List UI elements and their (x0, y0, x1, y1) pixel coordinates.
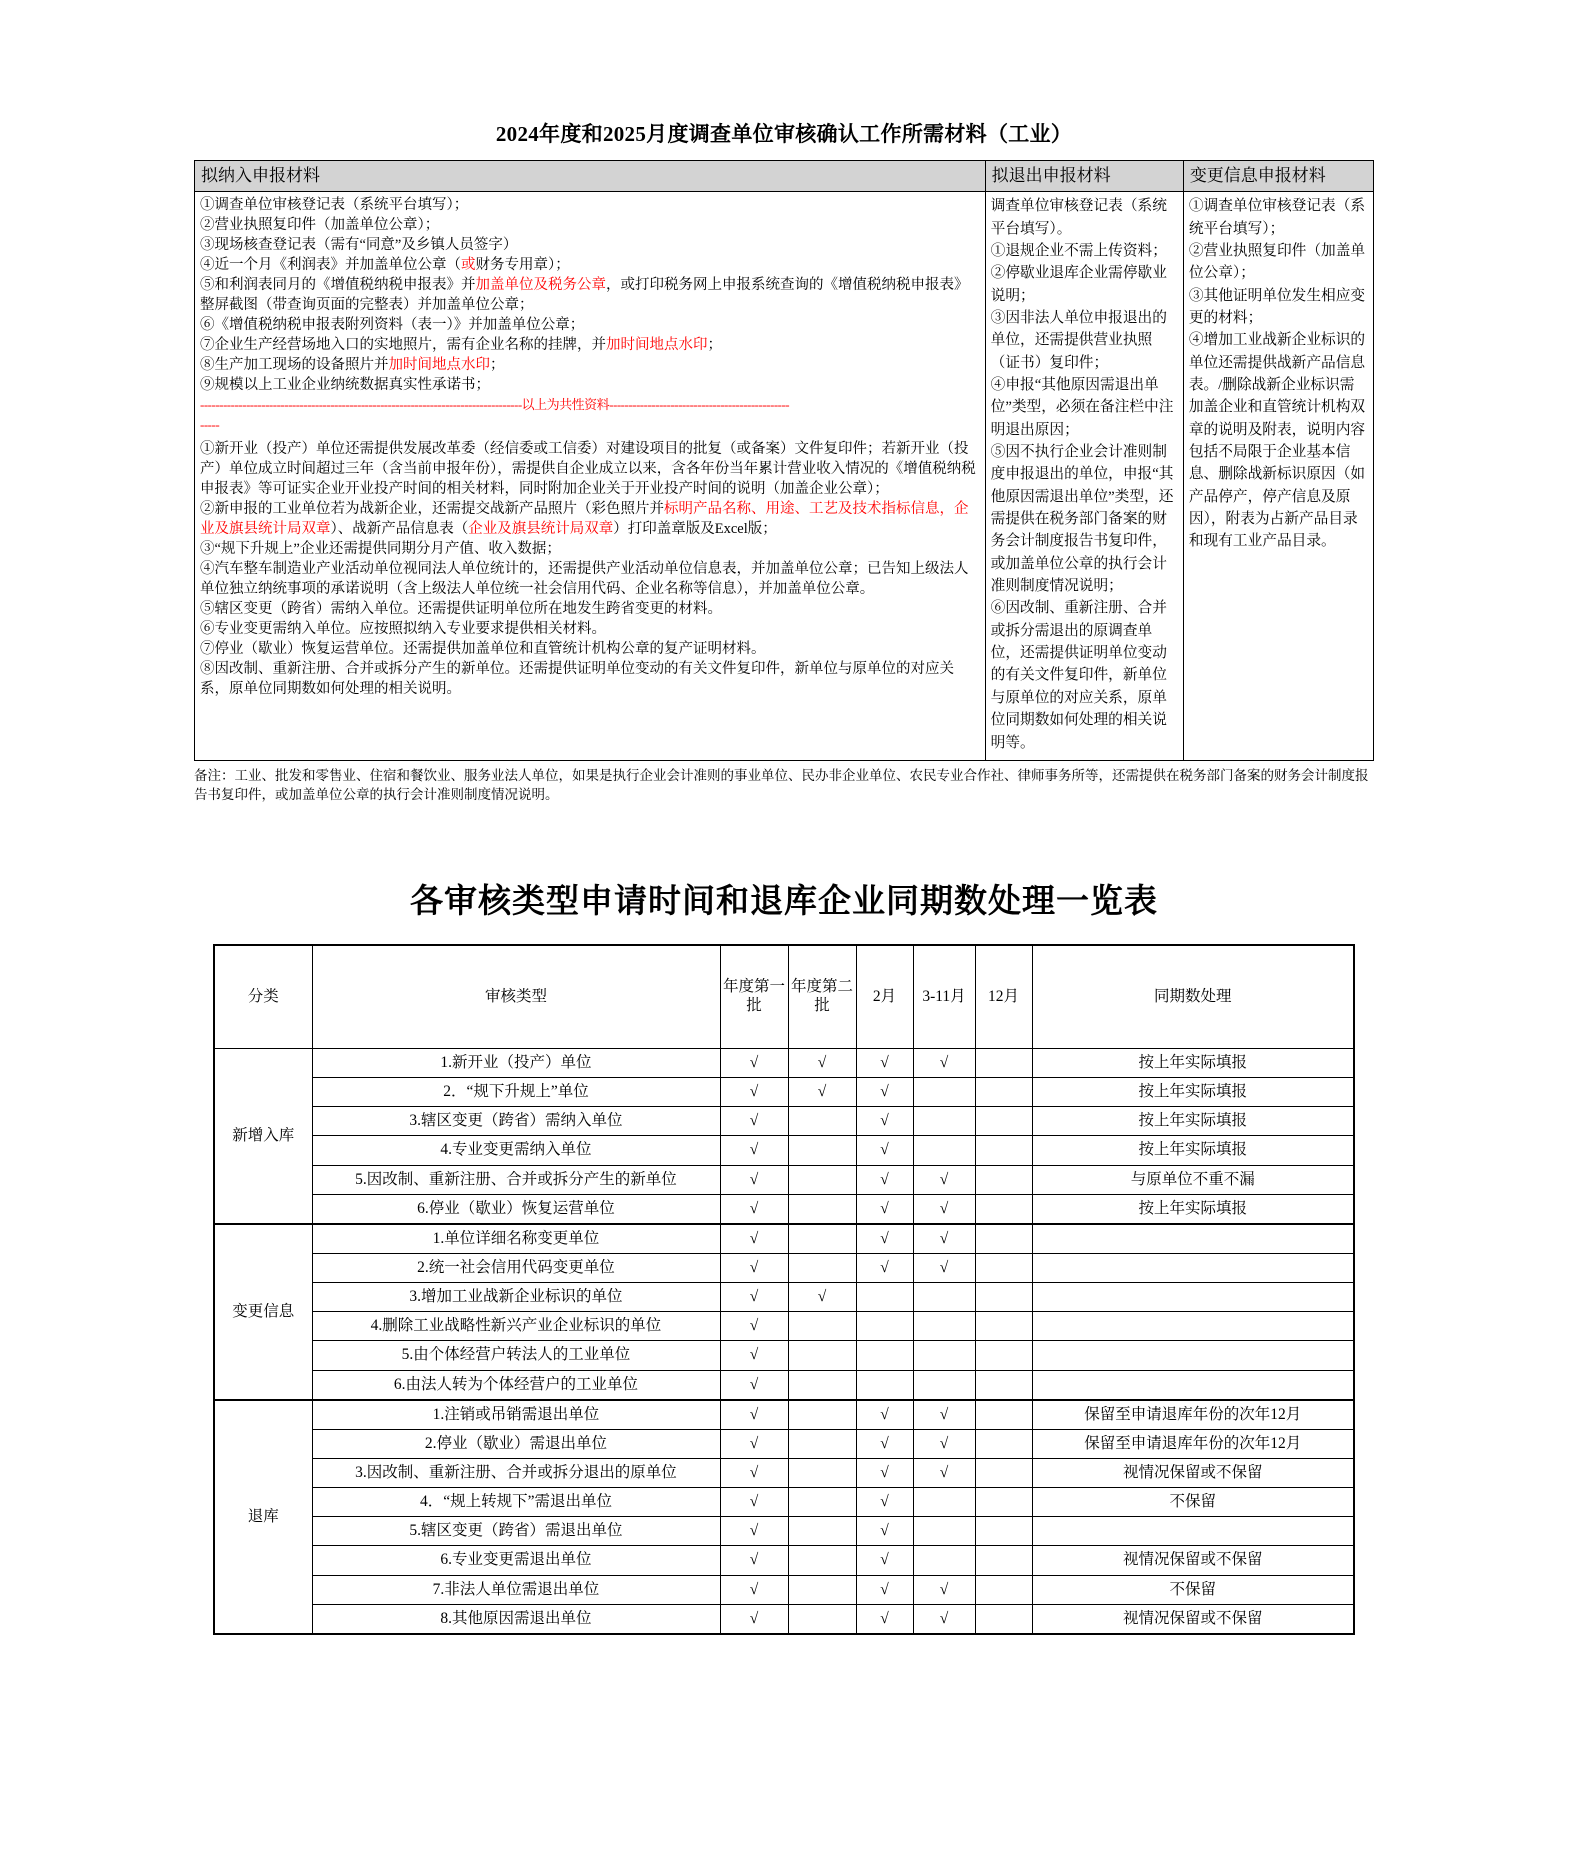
schedule-audit-type-cell: 4.删除工业战略性新兴产业企业标识的单位 (312, 1312, 720, 1341)
schedule-batch1-cell: √ (720, 1078, 788, 1107)
schedule-batch1-cell: √ (720, 1165, 788, 1194)
exit-item-6: ⑥因改制、重新注册、合并或拆分需退出的原调查单位，还需提供证明单位变动的有关文件复印件，新单位与原单位的对应关系，原单位同期数如何处理的相关说明等。 (990, 600, 1167, 751)
schedule-month-12-cell (975, 1370, 1032, 1400)
schedule-month-3-11-cell: √ (913, 1253, 975, 1282)
schedule-batch2-cell (788, 1370, 856, 1400)
schedule-audit-type-cell: 3.辖区变更（跨省）需纳入单位 (312, 1107, 720, 1136)
schedule-batch1-cell: √ (720, 1517, 788, 1546)
schedule-month-2-cell: √ (856, 1429, 913, 1458)
schedule-month-2-cell: √ (856, 1400, 913, 1430)
schedule-row (214, 1488, 1354, 1517)
schedule-month-3-11-cell (913, 1546, 975, 1575)
schedule-same-period-cell: 按上年实际填报 (1032, 1107, 1354, 1136)
schedule-batch2-cell (788, 1224, 856, 1254)
schedule-month-3-11-cell: √ (913, 1049, 975, 1078)
intake-item-4-highlight: 或 (461, 257, 476, 274)
schedule-audit-type-cell: 7.非法人单位需退出单位 (312, 1575, 720, 1604)
schedule-audit-type-cell: 6.专业变更需退出单位 (312, 1546, 720, 1575)
schedule-month-3-11-cell: √ (913, 1165, 975, 1194)
schedule-month-12-cell (975, 1107, 1032, 1136)
exit-item-5: ⑤因不执行企业会计准则制度申报退出的单位，申报“其他原因需退出单位”类型，还需提供在税务部门备案的财务会计制度报告书复印件，或加盖单位公章的执行会计准则制度情况说明； (990, 444, 1174, 595)
schedule-month-12-cell (975, 1312, 1032, 1341)
schedule-same-period-cell (1032, 1370, 1354, 1400)
change-item-3: ④增加工业战新企业标识的单位还需提供战新产品信息表。/删除战新企业标识需加盖企业和直管统计机构双章的说明及附表，说明内容包括不局限于企业基本信息、删除战新标识原因（如产品停产，停产信息及原因），附表为占新产品目录和现有工业产品目录。 (1188, 332, 1366, 550)
materials-footnote (194, 766, 1374, 805)
schedule-batch1-cell: √ (720, 1224, 788, 1254)
schedule-batch2-cell: √ (788, 1283, 856, 1312)
schedule-month-2-cell: √ (856, 1458, 913, 1487)
materials-table (194, 160, 1374, 761)
schedule-month-12-cell (975, 1575, 1032, 1604)
schedule-same-period-cell: 视情况保留或不保留 (1032, 1546, 1354, 1575)
schedule-month-3-11-cell: √ (913, 1224, 975, 1254)
schedule-month-3-11-cell: √ (913, 1194, 975, 1224)
schedule-month-3-11-cell (913, 1488, 975, 1517)
schedule-row (214, 1546, 1354, 1575)
schedule-batch2-cell (788, 1194, 856, 1224)
schedule-month-12-cell (975, 1165, 1032, 1194)
schedule-batch2-cell: √ (788, 1049, 856, 1078)
schedule-month-12-cell (975, 1078, 1032, 1107)
intake-item-6: ⑥《增值税纳税申报表附列资料（表一）》并加盖单位公章； (200, 317, 585, 334)
schedule-audit-type-cell: 4.专业变更需纳入单位 (312, 1136, 720, 1165)
intake-item-5-pre: ⑤和利润表同月的《增值税纳税申报表》并 (200, 277, 476, 294)
schedule-same-period-cell: 按上年实际填报 (1032, 1136, 1354, 1165)
materials-table-body-row (195, 192, 1374, 761)
schedule-batch2-cell (788, 1400, 856, 1430)
schedule-batch1-cell: √ (720, 1136, 788, 1165)
schedule-month-3-11-cell (913, 1107, 975, 1136)
schedule-audit-type-cell: 8.其他原因需退出单位 (312, 1604, 720, 1634)
schedule-batch2-cell (788, 1429, 856, 1458)
schedule-month-2-cell (856, 1283, 913, 1312)
schedule-batch2-cell (788, 1165, 856, 1194)
intake-item-8-highlight: 加时间地点水印 (388, 357, 490, 374)
schedule-month-12-cell (975, 1136, 1032, 1165)
schedule-row (214, 1253, 1354, 1282)
schedule-same-period-cell (1032, 1517, 1354, 1546)
schedule-audit-type-cell: 5.由个体经营户转法人的工业单位 (312, 1341, 720, 1370)
header-cell-exit: 拟退出申报材料 (985, 161, 1183, 192)
intake-specific-5: ⑤辖区变更（跨省）需纳入单位。还需提供证明单位所在地发生跨省变更的材料。 (200, 601, 722, 618)
schedule-batch1-cell: √ (720, 1575, 788, 1604)
intake-specific-2 (200, 499, 980, 539)
exit-item-2: ②停歇业退库企业需停歇业说明； (990, 265, 1167, 304)
schedule-category-cell: 变更信息 (214, 1224, 312, 1400)
schedule-row (214, 1165, 1354, 1194)
intake-item-8-pre: ⑧生产加工现场的设备照片并 (200, 357, 389, 374)
intake-item-7-highlight: 加时间地点水印 (606, 337, 708, 354)
schedule-batch1-cell: √ (720, 1107, 788, 1136)
intake-item-8-post: ； (490, 357, 505, 374)
schedule-month-2-cell: √ (856, 1107, 913, 1136)
schedule-month-12-cell (975, 1429, 1032, 1458)
intake-specific-1: ①新开业（投产）单位还需提供发展改革委（经信委或工信委）对建设项目的批复（或备案）文件复印件；若新开业（投产）单位成立时间超过三年（含当前申报年份），需提供自企业成立以来，含各年份当年累计营业收入情况的《增值税纳税申报表》等可证实企业开业投产时间的相关材料，同时附加企业关于开业投产时间的说明（加盖企业公章）； (200, 441, 976, 498)
schedule-category-cell: 新增入库 (214, 1049, 312, 1224)
separator-dashes-tail: ----- (200, 417, 220, 433)
intake-specific-2-highlight-2: 企业及旗县统计局双章 (468, 521, 614, 538)
schedule-audit-type-cell: 2.停业（歇业）需退出单位 (312, 1429, 720, 1458)
schedule-audit-type-cell: 6.由法人转为个体经营户的工业单位 (312, 1370, 720, 1400)
schedule-same-period-cell: 视情况保留或不保留 (1032, 1458, 1354, 1487)
schedule-same-period-cell (1032, 1224, 1354, 1254)
schedule-audit-type-cell: 6.停业（歇业）恢复运营单位 (312, 1194, 720, 1224)
schedule-month-3-11-cell (913, 1517, 975, 1546)
schedule-batch1-cell: √ (720, 1429, 788, 1458)
schedule-month-2-cell: √ (856, 1546, 913, 1575)
schedule-month-12-cell (975, 1194, 1032, 1224)
schedule-same-period-cell: 按上年实际填报 (1032, 1078, 1354, 1107)
materials-section (194, 118, 1374, 805)
intake-specific-2-post: ）打印盖章版及Excel版； (613, 521, 777, 538)
schedule-same-period-cell: 保留至申请退库年份的次年12月 (1032, 1400, 1354, 1430)
intake-materials-cell (195, 192, 986, 761)
intake-item-4 (200, 255, 980, 275)
schedule-audit-type-cell: 1.单位详细名称变更单位 (312, 1224, 720, 1254)
schedule-batch2-cell (788, 1312, 856, 1341)
schedule-same-period-cell (1032, 1341, 1354, 1370)
schedule-row (214, 1575, 1354, 1604)
schedule-month-2-cell: √ (856, 1194, 913, 1224)
schedule-batch2-cell (788, 1136, 856, 1165)
schedule-month-2-cell: √ (856, 1224, 913, 1254)
schedule-batch1-cell: √ (720, 1370, 788, 1400)
schedule-batch2-cell (788, 1341, 856, 1370)
schedule-row (214, 1429, 1354, 1458)
schedule-batch2-cell (788, 1575, 856, 1604)
schedule-month-2-cell: √ (856, 1165, 913, 1194)
schedule-batch1-cell: √ (720, 1194, 788, 1224)
schedule-month-2-cell: √ (856, 1488, 913, 1517)
materials-table-header-row (195, 161, 1374, 192)
schedule-month-12-cell (975, 1253, 1032, 1282)
schedule-header-month-12: 12月 (975, 945, 1032, 1049)
schedule-row (214, 1517, 1354, 1546)
schedule-batch2-cell (788, 1517, 856, 1546)
schedule-same-period-cell: 保留至申请退库年份的次年12月 (1032, 1429, 1354, 1458)
separator-dashes-left: ------------------------------------------------------------------------------------ (200, 397, 522, 413)
schedule-month-2-cell: √ (856, 1049, 913, 1078)
schedule-batch2-cell (788, 1546, 856, 1575)
schedule-batch2-cell (788, 1458, 856, 1487)
schedule-audit-type-cell: 5.因改制、重新注册、合并或拆分产生的新单位 (312, 1165, 720, 1194)
schedule-month-3-11-cell: √ (913, 1458, 975, 1487)
intake-specific-2-mid: ）、战新产品信息表（ (330, 521, 469, 538)
schedule-audit-type-cell: 5.辖区变更（跨省）需退出单位 (312, 1517, 720, 1546)
schedule-month-2-cell (856, 1370, 913, 1400)
schedule-table (213, 944, 1355, 1635)
schedule-batch1-cell: √ (720, 1604, 788, 1634)
schedule-batch1-cell: √ (720, 1458, 788, 1487)
exit-materials-cell (985, 192, 1183, 761)
intake-specific-2-highlight-1: 标明产品名称、用途、工艺及技术指标信息，企业及旗县统计局双章 (200, 501, 969, 538)
schedule-month-12-cell (975, 1049, 1032, 1078)
schedule-month-3-11-cell (913, 1283, 975, 1312)
schedule-header-row (214, 945, 1354, 1049)
change-item-1: ②营业执照复印件（加盖单位公章）； (1188, 242, 1366, 282)
intake-item-1: ①调查单位审核登记表（系统平台填写）； (200, 197, 469, 214)
schedule-month-3-11-cell (913, 1312, 975, 1341)
schedule-month-12-cell (975, 1488, 1032, 1517)
schedule-same-period-cell: 按上年实际填报 (1032, 1194, 1354, 1224)
change-item-2: ③其他证明单位发生相应变更的材料； (1188, 287, 1366, 326)
schedule-month-3-11-cell (913, 1078, 975, 1107)
intake-item-7-pre: ⑦企业生产经营场地入口的实地照片，需有企业名称的挂牌，并 (200, 337, 606, 354)
schedule-same-period-cell (1032, 1283, 1354, 1312)
schedule-month-3-11-cell: √ (913, 1429, 975, 1458)
schedule-month-3-11-cell: √ (913, 1575, 975, 1604)
schedule-category-cell: 退库 (214, 1400, 312, 1634)
schedule-same-period-cell (1032, 1312, 1354, 1341)
schedule-batch1-cell: √ (720, 1283, 788, 1312)
schedule-row (214, 1604, 1354, 1634)
schedule-batch1-cell: √ (720, 1546, 788, 1575)
schedule-row (214, 1312, 1354, 1341)
schedule-row (214, 1458, 1354, 1487)
schedule-header-batch2: 年度第二批 (788, 945, 856, 1049)
schedule-batch1-cell: √ (720, 1341, 788, 1370)
common-materials-separator (200, 397, 980, 414)
schedule-batch2-cell (788, 1107, 856, 1136)
schedule-month-12-cell (975, 1400, 1032, 1430)
schedule-batch1-cell: √ (720, 1253, 788, 1282)
schedule-row (214, 1078, 1354, 1107)
schedule-row (214, 1283, 1354, 1312)
schedule-batch2-cell (788, 1488, 856, 1517)
schedule-header-same-period: 同期数处理 (1032, 945, 1354, 1049)
exit-item-3: ③因非法人单位申报退出的单位，还需提供营业执照（证书）复印件； (990, 309, 1167, 371)
intake-specific-4: ④汽车整车制造业产业活动单位视同法人单位统计的，还需提供产业活动单位信息表，并加盖单位公章；已告知上级法人单位独立纳统事项的承诺说明（含上级法人单位统一社会信用代码、企业名称等信息），并加盖单位公章。 (200, 561, 969, 598)
schedule-header-month-2: 2月 (856, 945, 913, 1049)
intake-specific-7: ⑦停业（歇业）恢复运营单位。还需提供加盖单位和直管统计机构公章的复产证明材料。 (200, 641, 766, 658)
schedule-same-period-cell: 按上年实际填报 (1032, 1049, 1354, 1078)
intake-item-5-highlight: 加盖单位及税务公章 (475, 277, 606, 294)
schedule-batch2-cell (788, 1604, 856, 1634)
schedule-same-period-cell: 不保留 (1032, 1488, 1354, 1517)
schedule-same-period-cell: 与原单位不重不漏 (1032, 1165, 1354, 1194)
schedule-audit-type-cell: 3.因改制、重新注册、合并或拆分退出的原单位 (312, 1458, 720, 1487)
schedule-header-category: 分类 (214, 945, 312, 1049)
schedule-same-period-cell: 不保留 (1032, 1575, 1354, 1604)
document-title: 2024年度和2025月度调查单位审核确认工作所需材料（工业） (495, 122, 1073, 146)
schedule-row (214, 1136, 1354, 1165)
schedule-row (214, 1049, 1354, 1078)
schedule-month-2-cell: √ (856, 1253, 913, 1282)
schedule-month-12-cell (975, 1283, 1032, 1312)
intake-specific-6: ⑥专业变更需纳入单位。应按照拟纳入专业要求提供相关材料。 (200, 621, 606, 638)
intake-item-8 (200, 355, 980, 375)
schedule-month-2-cell: √ (856, 1078, 913, 1107)
schedule-month-2-cell (856, 1312, 913, 1341)
schedule-month-2-cell: √ (856, 1575, 913, 1604)
schedule-month-2-cell: √ (856, 1517, 913, 1546)
exit-item-0: 调查单位审核登记表（系统平台填写）。 (990, 198, 1167, 237)
schedule-audit-type-cell: 2．“规下升规上”单位 (312, 1078, 720, 1107)
schedule-row (214, 1194, 1354, 1224)
schedule-header-audit-type: 审核类型 (312, 945, 720, 1049)
schedule-batch1-cell: √ (720, 1488, 788, 1517)
schedule-row (214, 1224, 1354, 1254)
schedule-row (214, 1107, 1354, 1136)
intake-item-5 (200, 275, 980, 315)
schedule-audit-type-cell: 1.注销或吊销需退出单位 (312, 1400, 720, 1430)
change-item-0: ①调查单位审核登记表（系统平台填写）； (1188, 198, 1366, 237)
schedule-month-3-11-cell (913, 1370, 975, 1400)
schedule-title: 各审核类型申请时间和退库企业同期数处理一览表 (410, 884, 1158, 920)
schedule-section (194, 875, 1374, 1635)
intake-item-5-post: ，或打印税务网上申报系统查询的《增值税纳税申报表》整屏截图（带查询页面的完整表）并加盖单位公章； (200, 277, 969, 314)
schedule-month-12-cell (975, 1604, 1032, 1634)
schedule-month-3-11-cell: √ (913, 1604, 975, 1634)
schedule-batch2-cell: √ (788, 1078, 856, 1107)
schedule-row (214, 1370, 1354, 1400)
schedule-header-month-3-11: 3-11月 (913, 945, 975, 1049)
schedule-month-3-11-cell (913, 1341, 975, 1370)
schedule-month-3-11-cell (913, 1136, 975, 1165)
exit-item-1: ①退规企业不需上传资料； (990, 242, 1167, 259)
schedule-audit-type-cell: 1.新开业（投产）单位 (312, 1049, 720, 1078)
intake-item-4-post: 财务专用章）； (475, 257, 570, 274)
schedule-audit-type-cell: 3.增加工业战新企业标识的单位 (312, 1283, 720, 1312)
intake-item-7-post: ； (707, 337, 722, 354)
separator-dashes-right: ----------------------------------------------- (609, 397, 790, 413)
schedule-month-2-cell: √ (856, 1604, 913, 1634)
schedule-month-12-cell (975, 1341, 1032, 1370)
header-cell-change: 变更信息申报材料 (1183, 161, 1373, 192)
schedule-header-batch1: 年度第一批 (720, 945, 788, 1049)
intake-item-3: ③现场核查登记表（需有“同意”及乡镇人员签字） (200, 237, 518, 254)
intake-specific-2-pre: ②新申报的工业单位若为战新企业，还需提交战新产品照片（彩色照片并 (200, 501, 664, 518)
materials-footnote-text: 备注：工业、批发和零售业、住宿和餐饮业、服务业法人单位，如果是执行企业会计准则的事业单位、民办非企业单位、农民专业合作社、律师事务所等，还需提供在税务部门备案的财务会计制度报告书复印件，或加盖单位公章的执行会计准则制度情况说明。 (194, 767, 1369, 803)
intake-item-7 (200, 335, 980, 355)
intake-specific-8: ⑧因改制、重新注册、合并或拆分产生的新单位。还需提供证明单位变动的有关文件复印件，新单位与原单位的对应关系，原单位同期数如何处理的相关说明。 (200, 661, 954, 698)
separator-label: 以上为共性资料 (521, 397, 610, 413)
schedule-month-12-cell (975, 1458, 1032, 1487)
schedule-month-2-cell: √ (856, 1136, 913, 1165)
schedule-month-3-11-cell: √ (913, 1400, 975, 1430)
intake-item-2: ②营业执照复印件（加盖单位公章）； (200, 217, 440, 234)
intake-specific-3: ③“规下升规上”企业还需提供同期分月产值、收入数据； (200, 541, 561, 558)
schedule-row (214, 1341, 1354, 1370)
schedule-same-period-cell (1032, 1253, 1354, 1282)
exit-item-4: ④申报“其他原因需退出单位”类型，必须在备注栏中注明退出原因； (990, 377, 1174, 438)
schedule-row (214, 1400, 1354, 1430)
schedule-batch1-cell: √ (720, 1049, 788, 1078)
schedule-month-12-cell (975, 1546, 1032, 1575)
schedule-same-period-cell: 视情况保留或不保留 (1032, 1604, 1354, 1634)
intake-item-9: ⑨规模以上工业企业纳统数据真实性承诺书； (200, 377, 490, 394)
schedule-month-2-cell (856, 1341, 913, 1370)
schedule-batch2-cell (788, 1253, 856, 1282)
schedule-batch1-cell: √ (720, 1312, 788, 1341)
change-materials-cell (1183, 192, 1373, 761)
schedule-audit-type-cell: 4．“规上转规下”需退出单位 (312, 1488, 720, 1517)
schedule-month-12-cell (975, 1224, 1032, 1254)
header-cell-intake: 拟纳入申报材料 (195, 161, 986, 192)
schedule-audit-type-cell: 2.统一社会信用代码变更单位 (312, 1253, 720, 1282)
schedule-batch1-cell: √ (720, 1400, 788, 1430)
schedule-month-12-cell (975, 1517, 1032, 1546)
intake-item-4-pre: ④近一个月《利润表》并加盖单位公章（ (200, 257, 461, 274)
